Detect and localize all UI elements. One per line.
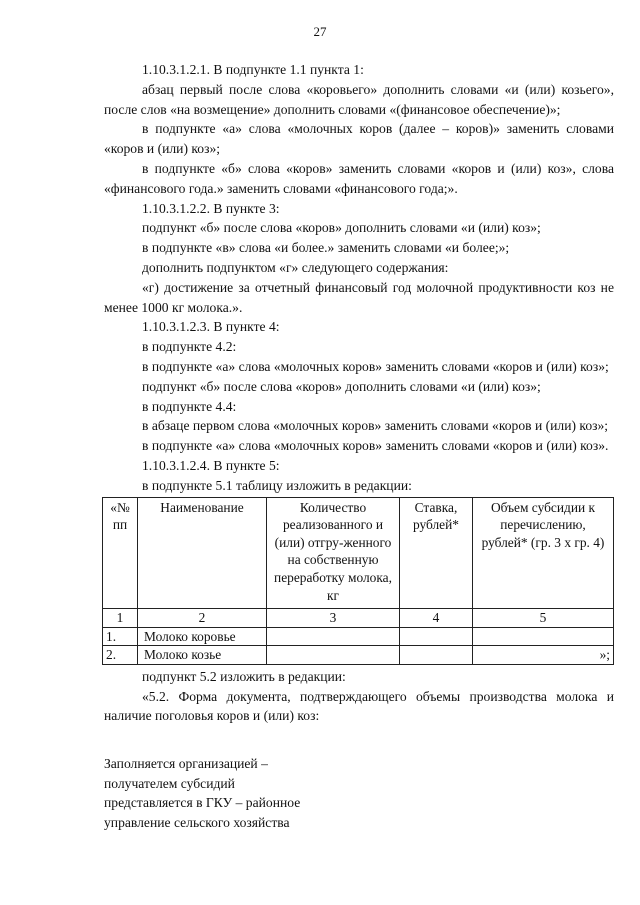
page-number: 27 [313, 24, 327, 39]
paragraph: 1.10.3.1.2.3. В пункте 4: [142, 319, 280, 335]
paragraph: 1.10.3.1.2.4. В пункте 5: [142, 457, 280, 473]
column-number: 2 [138, 609, 267, 628]
header-subsidy-amount: Объем субсидии к перечислению, рублей* (гр. 3 х гр. 4) [473, 497, 614, 609]
paragraph: 1.10.3.1.2.2. В пункте 3: [142, 200, 280, 216]
row-amount: »; [473, 646, 614, 665]
paragraph: «5.2. Форма документа, подтверждающего объемы производства молока и наличие поголовья коров и (или) коз: [104, 688, 614, 724]
paragraph: в подпункте «а» слова «молочных коров (далее – коров)» заменить словами «коров и (или) коз»; [104, 121, 614, 157]
subsidy-table [102, 497, 614, 665]
paragraph: в подпункте «а» слова «молочных коров» заменить словами «коров и (или) коз»; [142, 358, 609, 374]
paragraph: в подпункте «а» слова «молочных коров» заменить словами «коров и (или) коз». [142, 438, 609, 454]
paragraph: в подпункте 5.1 таблицу изложить в редакции: [142, 477, 412, 493]
row-number: 1. [103, 627, 138, 646]
column-number: 1 [103, 609, 138, 628]
header-rate: Ставка, рублей* [400, 497, 473, 609]
document-body [104, 60, 614, 833]
row-name: Молоко коровье [138, 627, 267, 646]
header-quantity: Количество реализованного и (или) отгру-женного на собственную переработку молока, кг [267, 497, 400, 609]
paragraph: 1.10.3.1.2.1. В подпункте 1.1 пункта 1: [142, 62, 364, 77]
column-number: 3 [267, 609, 400, 628]
paragraph: абзац первый после слова «коровьего» дополнить словами «и (или) козьего», после слов «на возмещение» дополнить словами «(финансовое обеспечение)»; [104, 81, 614, 117]
row-number: 2. [103, 646, 138, 665]
form-note-line: получателем субсидий [104, 775, 235, 791]
header-number: «№ пп [103, 497, 138, 609]
paragraph: в подпункте 4.4: [142, 398, 237, 414]
row-name: Молоко козье [138, 646, 267, 665]
form-note-line: управление сельского хозяйства [104, 815, 290, 831]
header-name: Наименование [138, 497, 267, 609]
column-numbers-row [103, 609, 614, 628]
table-row [103, 646, 614, 665]
column-number: 5 [473, 609, 614, 628]
paragraph: «г) достижение за отчетный финансовый год молочной продуктивности коз не менее 1000 кг молока.». [104, 279, 614, 315]
paragraph: в подпункте «б» слова «коров» заменить словами «коров и (или) коз», слова «финансового года.» заменить словами «финансового года;». [104, 160, 614, 196]
row-rate [400, 646, 473, 665]
after-table-text [104, 667, 614, 726]
row-amount [473, 627, 614, 646]
table-header-row [103, 497, 614, 609]
form-note-line: представляется в ГКУ – районное [104, 795, 301, 811]
paragraph: подпункт «б» после слова «коров» дополнить словами «и (или) коз»; [142, 378, 541, 394]
paragraph: подпункт «б» после слова «коров» дополнить словами «и (или) коз»; [142, 220, 541, 236]
form-note [104, 754, 614, 832]
paragraph: дополнить подпунктом «г» следующего содержания: [142, 259, 449, 275]
table-row [103, 627, 614, 646]
paragraph: в подпункте 4.2: [142, 339, 237, 355]
row-quantity [267, 646, 400, 665]
row-rate [400, 627, 473, 646]
row-quantity [267, 627, 400, 646]
paragraph: подпункт 5.2 изложить в редакции: [142, 668, 346, 684]
paragraph: в подпункте «в» слова «и более.» заменить словами «и более;»; [142, 240, 510, 256]
form-note-line: Заполняется организацией – [104, 756, 268, 772]
paragraph: в абзаце первом слова «молочных коров» заменить словами «коров и (или) коз»; [142, 418, 609, 434]
column-number: 4 [400, 609, 473, 628]
